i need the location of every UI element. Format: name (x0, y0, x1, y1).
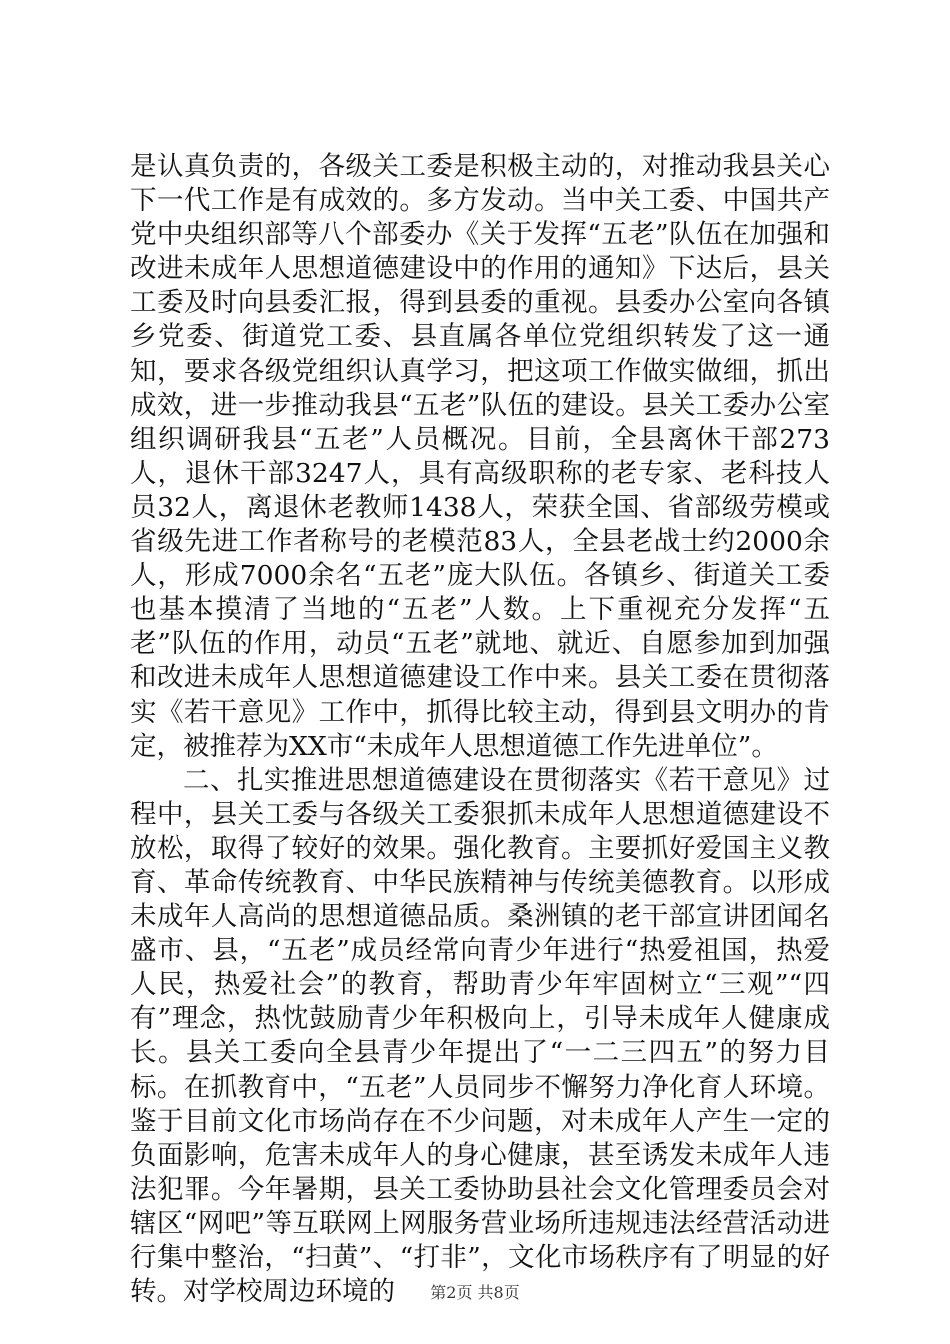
paragraph-section-two: 二、扎实推进思想道德建设在贯彻落实《若干意见》过程中，县关工委与各级关工委狠抓未成年人思想道德建设不放松，取得了较好的效果。强化教育。主要抓好爱国主义教育、革命传统教育、中华民族精神与传统美德教育。以形成未成年人高尚的思想道德品质。桑洲镇的老干部宣讲团闻名盛市、县，“五老”成员经常向青少年进行“热爱祖国，热爱人民，热爱社会”的教育，帮助青少年牢固树立“三观”“四有”理念，热忱鼓励青少年积极向上，引导未成年人健康成长。县关工委向全县青少年提出了“一二三四五”的努力目标。在抓教育中，“五老”人员同步不懈努力净化育人环境。鉴于目前文化市场尚存在不少问题，对未成年人产生一定的负面影响，危害未成年人的身心健康，甚至诱发未成年人违法犯罪。今年暑期，县关工委协助县社会文化管理委员会对辖区“网吧”等互联网上网服务营业场所违规违法经营活动进行集中整治，“扫黄”、“打非”，文化市场秩序有了明显的好转。对学校周边环境的 (130, 764, 830, 1308)
document-body (130, 150, 830, 1309)
paragraph-continuation: 是认真负责的，各级关工委是积极主动的，对推动我县关心下一代工作是有成效的。多方发动。当中关工委、中国共产党中央组织部等八个部委办《关于发挥“五老”队伍在加强和改进未成年人思想道德建设中的作用的通知》下达后，县关工委及时向县委汇报，得到县委的重视。县委办公室向各镇乡党委、街道党工委、县直属各单位党组织转发了这一通知，要求各级党组织认真学习，把这项工作做实做细，抓出成效，进一步推动我县“五老”队伍的建设。县关工委办公室组织调研我县“五老”人员概况。目前，全县离休干部273人，退休干部3247人，具有高级职称的老专家、老科技人员32人，离退休老教师1438人，荣获全国、省部级劳模或省级先进工作者称号的老模范83人，全县老战士约2000余人，形成7000余名“五老”庞大队伍。各镇乡、街道关工委也基本摸清了当地的“五老”人数。上下重视充分发挥“五老”队伍的作用，动员“五老”就地、就近、自愿参加到加强和改进未成年人思想道德建设工作中来。县关工委在贯彻落实《若干意见》工作中，抓得比较主动，得到县文明办的肯定，被推荐为XX市“未成年人思想道德工作先进单位”。 (130, 151, 830, 762)
page-number-footer: 第2页 共8页 (430, 1283, 520, 1302)
